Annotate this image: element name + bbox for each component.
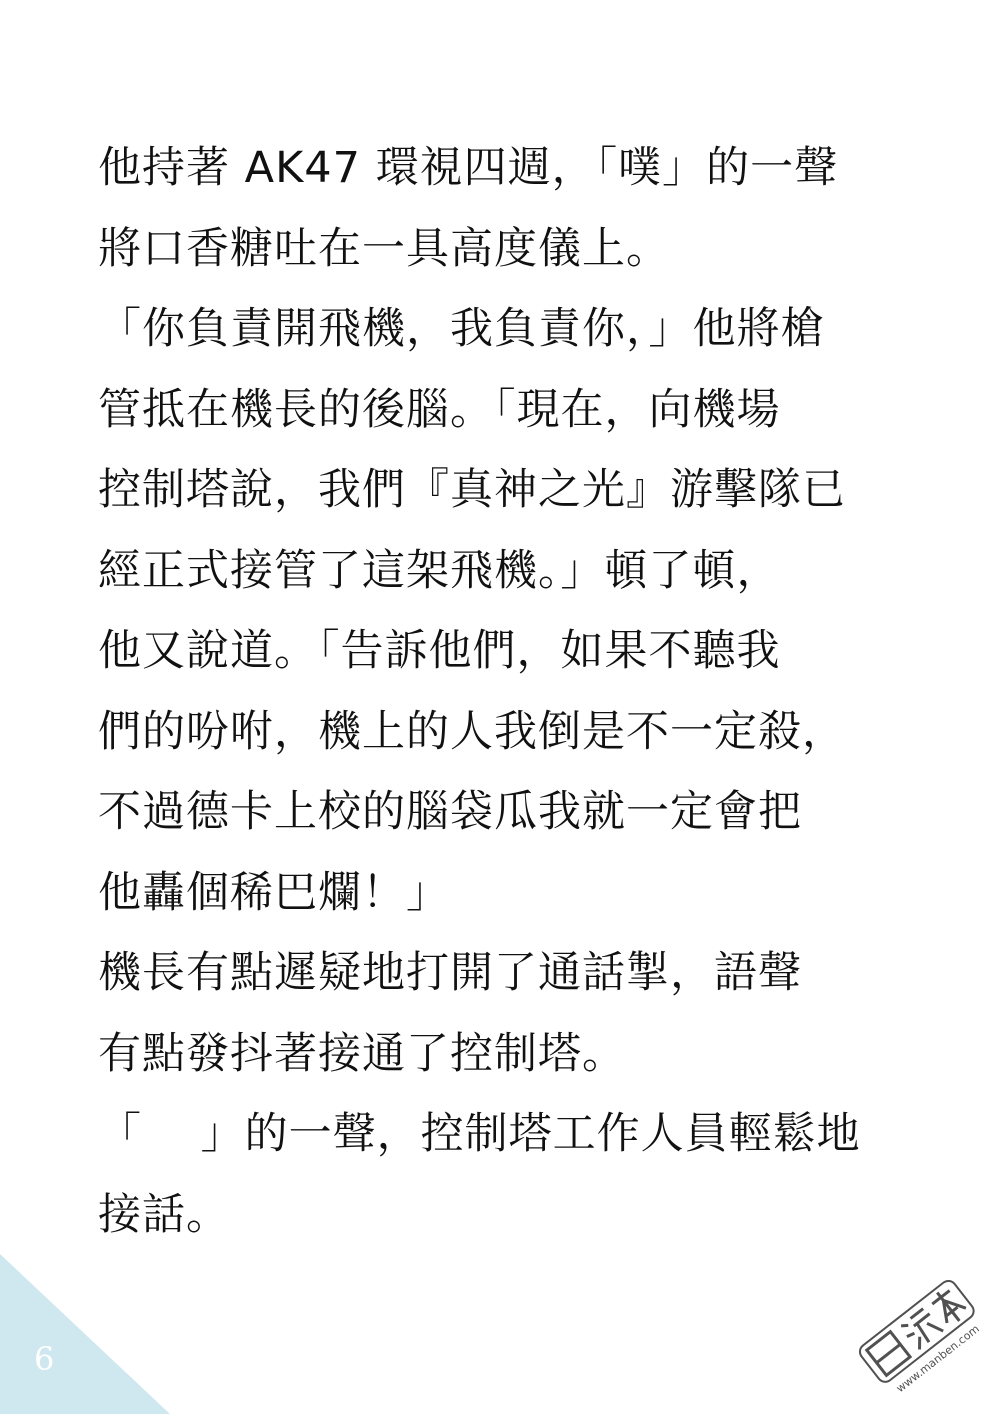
body-text (98, 128, 978, 1255)
text-line-10: 他轟個稀巴爛！」 (98, 867, 450, 918)
text-line-13: 「 」的一聲，控制塔工作人員輕鬆地 (98, 1109, 861, 1159)
watermark-url: www.manben.com (893, 1322, 982, 1396)
text-line-2: 將口香糖吐在一具高度儀上。 (98, 223, 670, 274)
corner-triangle-decoration (0, 1254, 170, 1414)
text-line-4: 管抵在機長的後腦。「現在，向機場 (98, 384, 781, 435)
text-line-11: 機長有點遲疑地打開了通話掣，語聲 (98, 948, 802, 998)
text-line-9: 不過德卡上校的腦袋瓜我就一定會把 (98, 787, 802, 837)
text-line-7: 他又說道。「告訴他們，如果不聽我 (98, 626, 781, 676)
text-line-3: 「你負責開飛機，我負責你，」他將槍 (98, 304, 825, 354)
text-line-14: 接話。 (98, 1189, 230, 1240)
page-number: 6 (34, 1340, 55, 1378)
text-line-8: 們的吩咐，機上的人我倒是不一定殺， (98, 706, 846, 757)
text-line-6: 經正式接管了這架飛機。」頓了頓， (98, 545, 781, 596)
text-line-5: 控制塔說，我們『真神之光』游擊隊已 (98, 465, 846, 515)
text-line-1: 他持著 AK47 環視四週，「噗」的一聲 (98, 143, 839, 193)
text-line-12: 有點發抖著接通了控制塔。 (98, 1028, 626, 1079)
watermark-logo (836, 1262, 996, 1402)
